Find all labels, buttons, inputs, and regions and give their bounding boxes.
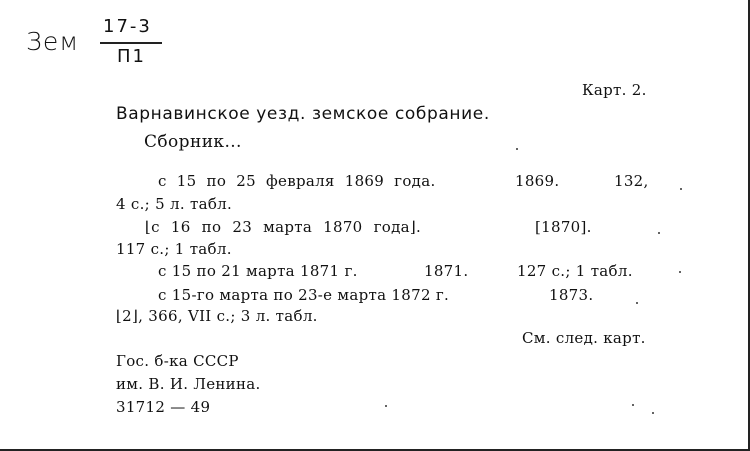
- handwritten-prefix: Зем: [26, 27, 80, 56]
- speck: [516, 148, 518, 150]
- speck: [636, 302, 638, 304]
- card-subtitle: Сборник...: [144, 132, 242, 152]
- entry-1-year: 1869.: [515, 172, 560, 190]
- speck: [632, 404, 634, 406]
- speck: [385, 405, 387, 407]
- speck: [658, 232, 660, 234]
- handwritten-numerator: 17-3: [103, 16, 152, 37]
- handwritten-fraction-line: [100, 42, 162, 44]
- speck: [652, 412, 654, 414]
- see-next-card: См. след. карт.: [522, 329, 646, 347]
- entry-4-text: с 15-го марта по 23-е марта 1872 г.: [158, 286, 450, 304]
- handwritten-denominator: П1: [117, 46, 146, 67]
- entry-2-text: ⌊с 16 по 23 марта 1870 года⌋.: [145, 218, 422, 236]
- footer-library: Гос. б-ка СССР: [116, 352, 239, 370]
- entry-1-extra: 132,: [614, 172, 649, 190]
- entry-3-extra: 127 с.; 1 табл.: [517, 262, 633, 280]
- entry-4-pages: ⌊2⌋, 366, VII с.; 3 л. табл.: [116, 307, 318, 325]
- speck: [679, 271, 681, 273]
- card-label: Карт. 2.: [582, 81, 647, 99]
- speck: [680, 188, 682, 190]
- footer-number: 31712 — 49: [116, 398, 211, 416]
- entry-3-year: 1871.: [424, 262, 469, 280]
- entry-1-pages: 4 с.; 5 л. табл.: [116, 195, 233, 213]
- entry-1-text: с 15 по 25 февраля 1869 года.: [158, 172, 436, 190]
- entry-2-year: [1870].: [535, 218, 592, 236]
- footer-library-name: им. В. И. Ленина.: [116, 375, 261, 393]
- entry-3-text: с 15 по 21 марта 1871 г.: [158, 262, 358, 280]
- entry-4-year: 1873.: [549, 286, 594, 304]
- entry-2-pages: 117 с.; 1 табл.: [116, 240, 232, 258]
- card-title: Варнавинское уезд. земское собрание.: [116, 104, 490, 124]
